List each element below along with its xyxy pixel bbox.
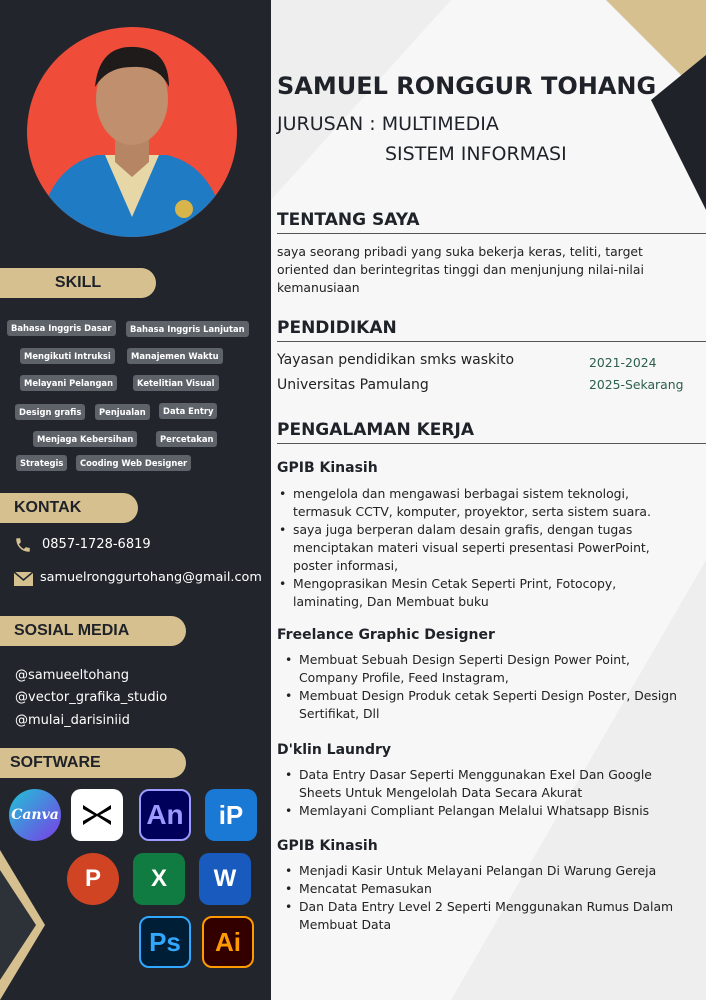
software-header: SOFTWARE bbox=[0, 748, 186, 778]
skill-chip: Bahasa Inggris Dasar bbox=[7, 320, 116, 336]
capcut-icon bbox=[71, 789, 123, 841]
job-bullet: • Membuat Design Produk cetak Seperti Design Poster, Design Sertifikat, Dll bbox=[283, 687, 683, 723]
job-bullet: • Dan Data Entry Level 2 Seperti Menggunakan Rumus Dalam Membuat Data bbox=[283, 898, 683, 934]
word-icon: W bbox=[199, 853, 251, 905]
job-bullet: • Membuat Sebuah Design Seperti Design Power Point, Company Profile, Feed Instagram, bbox=[283, 651, 683, 687]
skill-chip: Strategis bbox=[16, 455, 67, 471]
skill-chip: Menjaga Kebersihan bbox=[33, 431, 137, 447]
skill-chip: Design grafis bbox=[15, 404, 85, 420]
skill-chip: Ketelitian Visual bbox=[133, 375, 219, 391]
corner-decoration bbox=[0, 850, 60, 1000]
job-bullets bbox=[283, 862, 683, 934]
job-bullet: • mengelola dan mengawasi berbagai sistem teknologi, termasuk CCTV, komputer, proyektor, serta sistem suara. bbox=[277, 485, 667, 521]
profile-photo bbox=[27, 27, 237, 237]
skill-chip: Mengikuti Intruksi bbox=[20, 348, 115, 364]
education-title: PENDIDIKAN bbox=[277, 318, 706, 342]
skill-chip: Manajemen Waktu bbox=[127, 348, 223, 364]
job-title: Freelance Graphic Designer bbox=[277, 627, 495, 643]
social-handle: @samueeltohang bbox=[15, 668, 129, 683]
job-bullet: • Mengoprasikan Mesin Cetak Seperti Print, Fotocopy, laminating, Dan Membuat buku bbox=[277, 575, 667, 611]
animate-icon: An bbox=[139, 789, 191, 841]
social-header: SOSIAL MEDIA bbox=[0, 616, 186, 646]
job-title: D'klin Laundry bbox=[277, 742, 392, 758]
ibispaint-icon: iP bbox=[205, 789, 257, 841]
job-title: GPIB Kinasih bbox=[277, 838, 378, 854]
skill-chip: Cooding Web Designer bbox=[76, 455, 191, 471]
education-school: Yayasan pendidikan smks waskito bbox=[277, 352, 515, 368]
job-bullet: • Data Entry Dasar Seperti Menggunakan Exel Dan Google Sheets Untuk Mengelolah Data Secara Akurat bbox=[283, 766, 683, 802]
canva-icon: Canva bbox=[9, 789, 61, 841]
powerpoint-icon: P bbox=[67, 853, 119, 905]
job-title: GPIB Kinasih bbox=[277, 460, 378, 476]
phone-number: 0857-1728-6819 bbox=[42, 537, 151, 552]
about-text: saya seorang pribadi yang suka bekerja keras, teliti, target oriented dan berintegritas tinggi dan menjunjung nilai-nilai kemanusiaan bbox=[277, 244, 644, 295]
major-line-2: SISTEM INFORMASI bbox=[385, 143, 567, 165]
job-bullets bbox=[283, 651, 683, 723]
job-bullet: • Mencatat Pemasukan bbox=[283, 880, 683, 898]
job-bullet: • Memlayani Compliant Pelangan Melalui Whatsapp Bisnis bbox=[283, 802, 683, 820]
photoshop-icon: Ps bbox=[139, 916, 191, 968]
illustrator-icon: Ai bbox=[202, 916, 254, 968]
skill-chip: Data Entry bbox=[159, 403, 217, 419]
social-handle: @vector_grafika_studio bbox=[15, 690, 168, 705]
skill-chip: Melayani Pelangan bbox=[20, 375, 117, 391]
skill-chip: Bahasa Inggris Lanjutan bbox=[126, 321, 249, 337]
major-line-1: JURUSAN : MULTIMEDIA bbox=[277, 113, 499, 135]
education-years: 2021-2024 bbox=[589, 355, 657, 370]
email-address: samuelronggurtohang@gmail.com bbox=[40, 570, 262, 585]
contact-header: KONTAK bbox=[0, 493, 138, 523]
job-bullet: • Menjadi Kasir Untuk Melayani Pelangan Di Warung Gereja bbox=[283, 862, 683, 880]
skill-chip: Penjualan bbox=[95, 404, 150, 420]
person-name: SAMUEL RONGGUR TOHANG bbox=[277, 72, 657, 100]
education-years: 2025-Sekarang bbox=[589, 377, 684, 392]
phone-icon bbox=[14, 536, 32, 558]
job-bullets bbox=[283, 766, 683, 820]
about-title: TENTANG SAYA bbox=[277, 210, 706, 234]
excel-icon: X bbox=[133, 853, 185, 905]
job-bullet: • saya juga berperan dalam desain grafis, dengan tugas menciptakan materi visual seperti presentasi PowerPoint, poster informasi, bbox=[277, 521, 667, 575]
experience-title: PENGALAMAN KERJA bbox=[277, 420, 706, 444]
skill-header: SKILL bbox=[0, 268, 156, 298]
education-school: Universitas Pamulang bbox=[277, 377, 429, 393]
social-handle: @mulai_darisiniid bbox=[15, 713, 130, 728]
sidebar bbox=[0, 0, 271, 1000]
job-bullets bbox=[277, 485, 667, 611]
skill-chip: Percetakan bbox=[156, 431, 217, 447]
email-icon bbox=[14, 571, 33, 590]
